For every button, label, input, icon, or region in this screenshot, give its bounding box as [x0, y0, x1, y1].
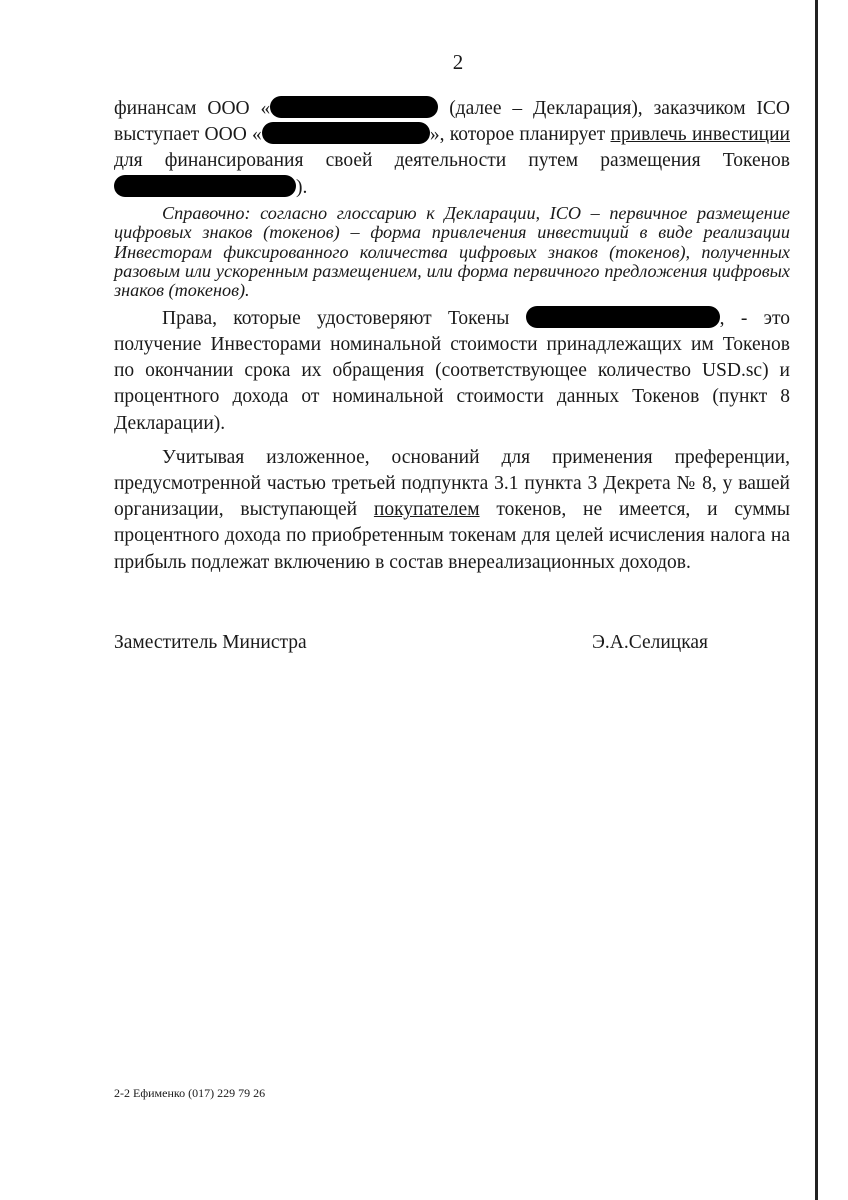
p3-underlined-word: покупателем	[373, 499, 480, 521]
p2-text-1: Права, которые удостоверяют Токены	[162, 307, 510, 329]
p1-underlined-phrase: привлечь инвестиции	[610, 124, 790, 146]
redaction-block	[114, 175, 296, 197]
paragraph-3	[114, 445, 790, 576]
page-number: 2	[452, 50, 464, 74]
signature-block	[114, 632, 790, 660]
redaction-block	[262, 122, 430, 144]
p3-text-1: Учитывая изложенное, оснований для применения преференции, предусмотренной частью третьей подпункта 3.1 пункта 3 Декрета № 8, у вашей организации, выступающей	[114, 446, 790, 521]
letter-body	[114, 96, 790, 576]
signatory-name: Э.А.Селицкая	[592, 632, 709, 653]
p3-text-3: токенов, не имеется, и суммы процентного дохода по приобретенным токенам для целей исчисления налога на прибыль подлежат включению в состав внереализационных доходов.	[114, 499, 790, 573]
executor-footer: 2-2 Ефименко (017) 229 79 26	[114, 1086, 266, 1100]
paragraph-2	[114, 306, 790, 437]
paragraph-1	[114, 96, 790, 201]
reference-note: Справочно: согласно глоссарию к Декларации, ICO – первичное размещение цифровых знаков (токенов) – форма привлечения инвестиций в виде реализации Инвесторам фиксированного количества цифровых знаков (токенов), полученных разовым или ускоренным размещением, или форма первичного предложения цифровых знаков (токенов).	[114, 202, 790, 301]
signatory-position: Заместитель Министра	[114, 632, 307, 653]
p1-text-5: для финансирования своей деятельности путем размещения Токенов	[114, 150, 790, 172]
p2-text-2: , - это получение Инвесторами номинальной стоимости принадлежащих им Токенов по окончании срока их обращения (соответствующее количество USD.sc) и процентного дохода от номинальной стоимости данных Токенов (пункт 8 Декларации).	[114, 307, 790, 434]
p1-text-2: (далее – Декларация), заказчиком ICO выступает ООО «	[114, 98, 791, 146]
p1-text-6: ).	[296, 176, 308, 198]
redaction-block	[526, 306, 720, 328]
redaction-block	[270, 96, 438, 118]
p1-text-3: », которое планирует	[429, 124, 611, 146]
scan-edge-line	[815, 0, 818, 1200]
p1-text-1: финансам ООО «	[114, 98, 271, 119]
